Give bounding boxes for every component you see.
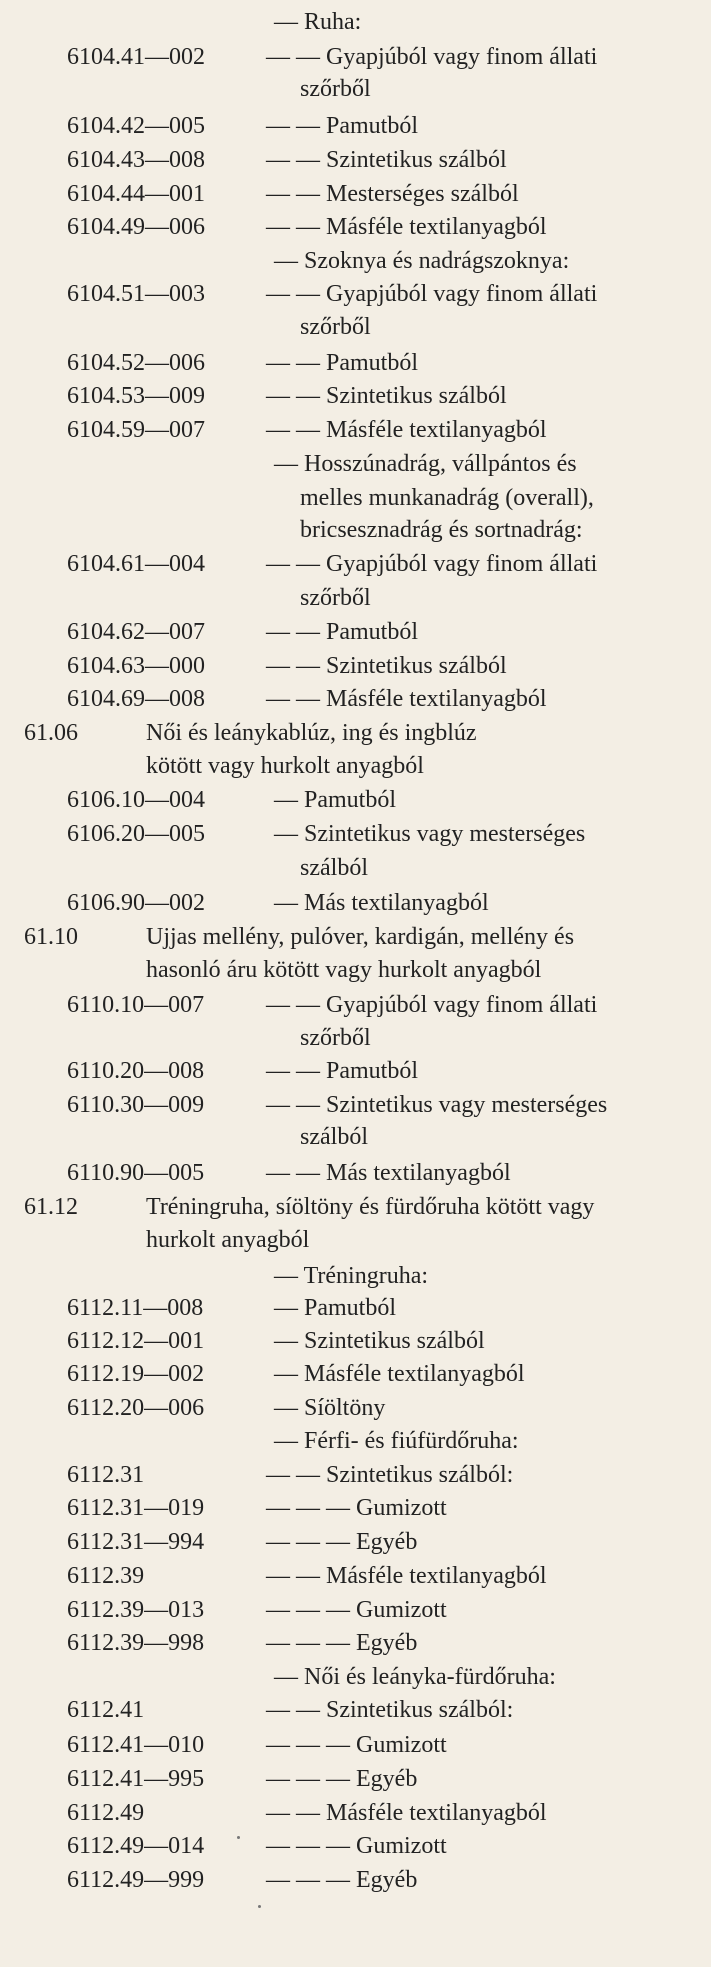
tariff-description: — — — Gumizott: [266, 1833, 447, 1859]
print-speck: [237, 1836, 240, 1839]
heading-description: kötött vagy hurkolt anyagból: [146, 753, 424, 779]
tariff-description: — — Gyapjúból vagy finom állati: [266, 44, 598, 70]
tariff-description: — — Mesterséges szálból: [266, 181, 519, 207]
tariff-description: — Szintetikus szálból: [274, 1328, 485, 1354]
tariff-description: — — — Egyéb: [266, 1529, 418, 1555]
tariff-description: — — Gyapjúból vagy finom állati: [266, 551, 598, 577]
tariff-description: — Pamutból: [274, 787, 397, 813]
tariff-description: — Hosszúnadrág, vállpántos és: [274, 451, 577, 477]
tariff-code: 6106.90—002: [67, 890, 205, 916]
heading-description: hurkolt anyagból: [146, 1227, 310, 1253]
tariff-description: — Más textilanyagból: [274, 890, 489, 916]
heading-description: hasonló áru kötött vagy hurkolt anyagból: [146, 957, 542, 983]
tariff-description: — — Másféle textilanyagból: [266, 686, 547, 712]
tariff-code: 6112.11—008: [67, 1295, 204, 1321]
tariff-code: 6104.42—005: [67, 113, 205, 139]
tariff-description: — — Másféle textilanyagból: [266, 417, 547, 443]
tariff-description: szálból: [300, 1124, 368, 1150]
tariff-description: — — Szintetikus szálból:: [266, 1462, 514, 1488]
tariff-code: 6104.43—008: [67, 147, 205, 173]
tariff-code: 6104.69—008: [67, 686, 205, 712]
tariff-code: 6112.41: [67, 1697, 145, 1723]
tariff-code: 6112.20—006: [67, 1395, 205, 1421]
tariff-code: 6104.61—004: [67, 551, 205, 577]
tariff-description: — — Szintetikus szálból: [266, 653, 507, 679]
tariff-description: — — Szintetikus szálból:: [266, 1697, 514, 1723]
tariff-description: — Tréningruha:: [274, 1263, 429, 1289]
tariff-description: — — Szintetikus vagy mesterséges: [266, 1092, 608, 1118]
tariff-code: 6106.20—005: [67, 821, 205, 847]
tariff-code: 6112.49: [67, 1800, 145, 1826]
tariff-description: — — — Egyéb: [266, 1867, 418, 1893]
tariff-code: 6112.19—002: [67, 1361, 205, 1387]
tariff-description: szőrből: [300, 314, 371, 340]
tariff-code: 6110.30—009: [67, 1092, 205, 1118]
tariff-code: 6104.53—009: [67, 383, 205, 409]
tariff-code: 6104.59—007: [67, 417, 205, 443]
tariff-code: 6110.90—005: [67, 1160, 205, 1186]
tariff-description: szőrből: [300, 1025, 371, 1051]
tariff-code: 6112.31: [67, 1462, 145, 1488]
tariff-description: szálból: [300, 855, 368, 881]
tariff-description: — — Másféle textilanyagból: [266, 1800, 547, 1826]
tariff-description: — Síöltöny: [274, 1395, 386, 1421]
heading-code: 61.06: [24, 720, 78, 746]
tariff-description: — — Más textilanyagból: [266, 1160, 511, 1186]
tariff-description: — — Másféle textilanyagból: [266, 1563, 547, 1589]
tariff-description: — — — Gumizott: [266, 1495, 447, 1521]
tariff-code: 6104.63—000: [67, 653, 205, 679]
tariff-code: 6112.49—999: [67, 1867, 205, 1893]
heading-description: Ujjas mellény, pulóver, kardigán, mellény és: [146, 924, 575, 950]
heading-description: Női és leánykablúz, ing és ingblúz: [146, 720, 477, 746]
tariff-description: szőrből: [300, 585, 371, 611]
tariff-code: 6112.31—019: [67, 1495, 205, 1521]
tariff-code: 6112.39: [67, 1563, 145, 1589]
tariff-code: 6104.52—006: [67, 350, 205, 376]
tariff-description: — Szoknya és nadrágszoknya:: [274, 248, 570, 274]
tariff-description: — Férfi- és fiúfürdőruha:: [274, 1428, 519, 1454]
tariff-code: 6112.31—994: [67, 1529, 205, 1555]
heading-code: 61.12: [24, 1194, 78, 1220]
tariff-code: 6112.39—998: [67, 1630, 205, 1656]
tariff-code: 6104.44—001: [67, 181, 205, 207]
tariff-code: 6104.62—007: [67, 619, 205, 645]
tariff-description: — — Gyapjúból vagy finom állati: [266, 992, 598, 1018]
tariff-description: — — Szintetikus szálból: [266, 383, 507, 409]
tariff-code: 6106.10—004: [67, 787, 205, 813]
tariff-description: — — Szintetikus szálból: [266, 147, 507, 173]
tariff-description: bricsesznadrág és sortnadrág:: [300, 517, 583, 543]
tariff-code: 6112.41—010: [67, 1732, 205, 1758]
tariff-code: 6112.41—995: [67, 1766, 205, 1792]
heading-code: 61.10: [24, 924, 78, 950]
tariff-code: 6110.20—008: [67, 1058, 205, 1084]
tariff-description: melles munkanadrág (overall),: [300, 485, 594, 511]
tariff-description: — — — Egyéb: [266, 1766, 418, 1792]
heading-description: Tréningruha, síöltöny és fürdőruha kötött vagy: [146, 1194, 595, 1220]
tariff-description: — Női és leányka-fürdőruha:: [274, 1664, 556, 1690]
tariff-description: — Másféle textilanyagból: [274, 1361, 525, 1387]
tariff-code: 6110.10—007: [67, 992, 205, 1018]
tariff-code: 6112.39—013: [67, 1597, 205, 1623]
tariff-description: — Ruha:: [274, 9, 362, 35]
tariff-code: 6104.41—002: [67, 44, 205, 70]
tariff-description: szőrből: [300, 76, 371, 102]
tariff-code: 6104.49—006: [67, 214, 205, 240]
tariff-description: — Szintetikus vagy mesterséges: [274, 821, 586, 847]
tariff-code: 6112.49—014: [67, 1833, 205, 1859]
tariff-description: — — Pamutból: [266, 350, 419, 376]
tariff-description: — — Gyapjúból vagy finom állati: [266, 281, 598, 307]
tariff-description: — Pamutból: [274, 1295, 397, 1321]
tariff-description: — — Pamutból: [266, 113, 419, 139]
print-speck: [258, 1905, 261, 1908]
tariff-description: — — — Egyéb: [266, 1630, 418, 1656]
tariff-description: — — Másféle textilanyagból: [266, 214, 547, 240]
tariff-code: 6104.51—003: [67, 281, 205, 307]
tariff-description: — — — Gumizott: [266, 1732, 447, 1758]
tariff-code: 6112.12—001: [67, 1328, 205, 1354]
tariff-description: — — — Gumizott: [266, 1597, 447, 1623]
tariff-description: — — Pamutból: [266, 619, 419, 645]
tariff-description: — — Pamutból: [266, 1058, 419, 1084]
